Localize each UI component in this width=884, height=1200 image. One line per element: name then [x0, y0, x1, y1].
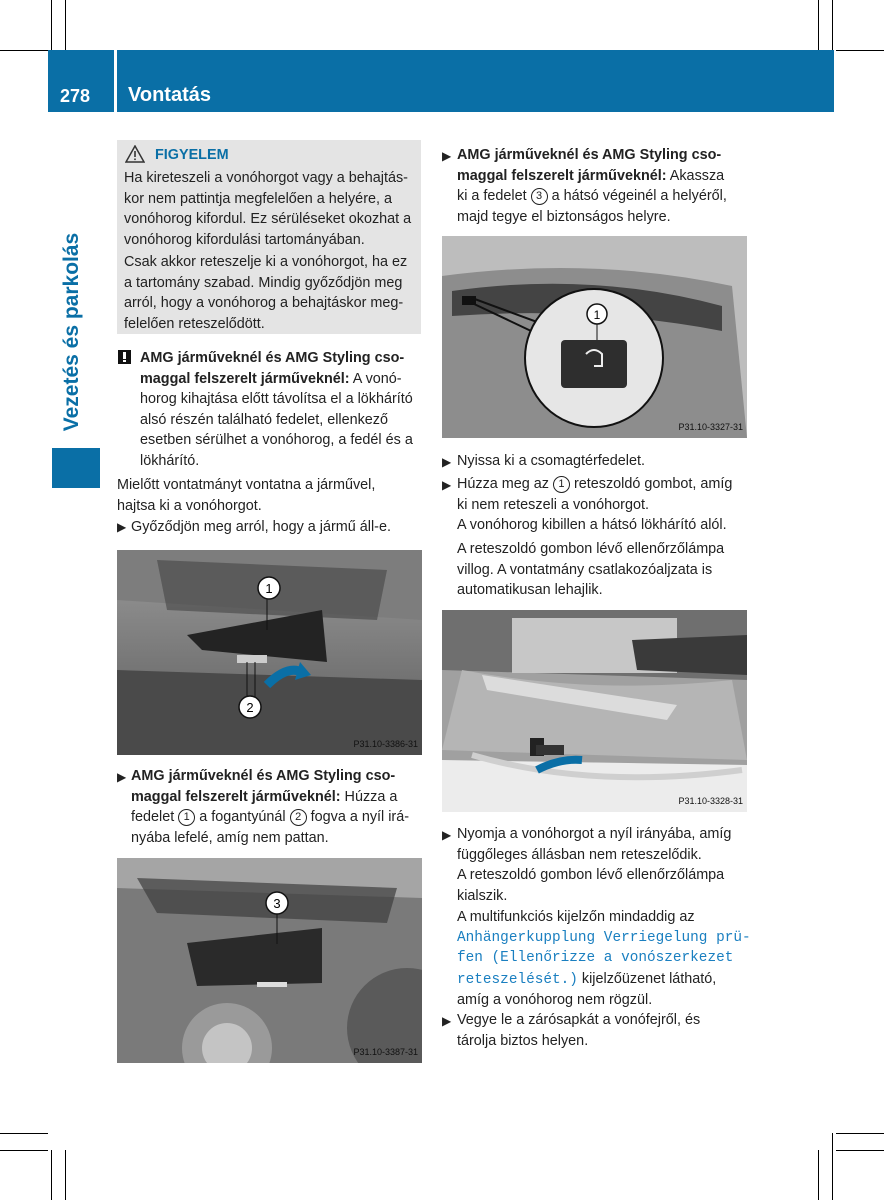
crop-mark — [0, 50, 48, 51]
step-remove-cap: Vegye le a zárósapkát a vonófejről, és tárolja biztos helyen. — [457, 1012, 701, 1049]
step-indicator-paragraph: A reteszoldó gombon lévő ellenőrzőlámpa villog. A vontatmány csatlakozóaljzata is automatikusan lehajlik. — [457, 541, 725, 599]
bumper-cover-image — [117, 550, 422, 755]
tow-hook-image — [442, 610, 747, 812]
display-message-paragraph: A multifunkciós kijelzőn mindaddig az Anhängerkupplung Verriegelung prü- fen (Ellenőrizze a vonószerkezet reteszelését.) kijelzőüzenet látható, amíg a vonóhorog nem rögzül. — [457, 909, 751, 1009]
image-code: P31.10-3327-31 — [678, 422, 743, 432]
warning-triangle-icon — [125, 145, 147, 165]
image-code: P31.10-3328-31 — [678, 796, 743, 806]
intro-paragraph: Mielőtt vontatmányt vontatna a járművel, hajtsa ki a vonóhorgot. — [117, 477, 376, 514]
svg-text:2: 2 — [246, 700, 254, 715]
crop-mark — [836, 1150, 884, 1151]
bullet-arrow-icon: ▶ — [442, 455, 452, 469]
warning-paragraph-2: Csak akkor reteszelje ki a vonóhorgot, ha ez a tartomány szabad. Mindig győződjön meg arról, hogy a vonóhorog a behajtáskor meg- felelően reteszelődött. — [124, 254, 408, 332]
callout-1-icon: 1 — [178, 809, 195, 826]
amg-cover-note: AMG járműveknél és AMG Styling cso- maggal felszerelt járműveknél: A vonó- horog kihajtása előtt távolítsa el a lökhárító alsó részén található fedelet, ellenkező esetben sérülhet a vonóhorog, a fedél és a lökhárító. — [140, 350, 413, 469]
callout-3-icon: 3 — [531, 188, 548, 205]
release-button-image — [442, 236, 747, 438]
bullet-arrow-icon: ▶ — [442, 828, 452, 842]
step-unhook-cover: AMG járműveknél és AMG Styling cso- maggal felszerelt járműveknél: Akassza ki a fedelet 3 a hátsó végeinél a helyéről, majd tegye el biztonságos helyre. — [457, 147, 727, 225]
callout-2-icon: 2 — [290, 809, 307, 826]
step-pull-cover: AMG járműveknél és AMG Styling cso- maggal felszerelt járműveknél: Húzza a fedelet 1 a fogantyúnál 2 fogva a nyíl irá- nyába lefelé, amíg nem pattan. — [131, 768, 410, 846]
side-tab-label: Vezetés és parkolás — [60, 232, 83, 432]
step-open-tailgate: Nyissa ki a csomagtérfedelet. — [457, 453, 645, 469]
cover-removed-image — [117, 858, 422, 1063]
crop-mark — [65, 1150, 66, 1200]
step-pull-release-button: Húzza meg az 1 reteszoldó gombot, amíg ki nem reteszeli a vonóhorgot. A vonóhorog kibillen a hátsó lökhárító alól. — [457, 476, 733, 534]
bullet-arrow-icon: ▶ — [442, 478, 452, 492]
crop-mark — [0, 1133, 48, 1134]
side-tab-block — [52, 448, 100, 488]
image-code: P31.10-3387-31 — [353, 1047, 418, 1057]
svg-text:3: 3 — [273, 896, 281, 911]
crop-mark — [51, 0, 52, 50]
crop-mark — [65, 0, 66, 50]
header-bar — [117, 50, 834, 112]
crop-mark — [0, 1150, 48, 1151]
bullet-arrow-icon: ▶ — [442, 149, 452, 163]
page-number: 278 — [60, 86, 91, 106]
crop-mark — [51, 1150, 52, 1200]
step-push-tow-hook: Nyomja a vonóhorgot a nyíl irányába, amíg függőleges állásban nem reteszelődik. A reteszoldó gombon lévő ellenőrzőlámpa kialszik. — [457, 826, 732, 904]
crop-mark — [818, 0, 819, 50]
callout-1-icon: 1 — [553, 476, 570, 493]
crop-mark — [836, 1133, 884, 1134]
crop-mark — [836, 50, 884, 51]
crop-mark — [832, 1133, 833, 1200]
bullet-arrow-icon: ▶ — [117, 520, 127, 534]
chapter-title: Vontatás — [128, 84, 211, 106]
bullet-arrow-icon: ▶ — [442, 1014, 452, 1028]
crop-mark — [818, 1150, 819, 1200]
warning-title: FIGYELEM — [155, 147, 229, 163]
svg-text:1: 1 — [593, 308, 601, 322]
exclamation-icon — [118, 350, 131, 364]
step-check-stationary: Győződjön meg arról, hogy a jármű áll-e. — [131, 519, 391, 535]
warning-paragraph-1: Ha kireteszeli a vonóhorgot vagy a behajtás- kor nem pattintja megfelelően a helyére, a vonóhorog kifordul. Ez sérüléseket okozhat a vonóhorog kifordulási tartományában. — [124, 170, 412, 248]
crop-mark — [832, 0, 833, 50]
bullet-arrow-icon: ▶ — [117, 770, 127, 784]
image-code: P31.10-3386-31 — [353, 739, 418, 749]
svg-text:1: 1 — [265, 581, 273, 596]
